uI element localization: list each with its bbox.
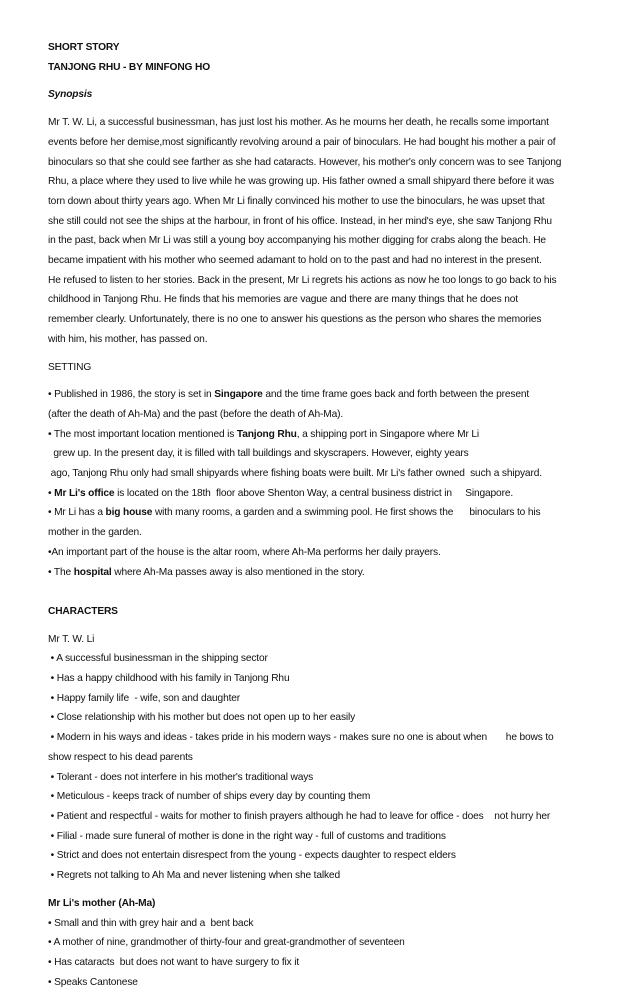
document-title: SHORT STORY <box>48 42 120 53</box>
synopsis-line: remember clearly. Unfortunately, there is no one to answer his questions as the person who shares the memories <box>48 314 542 326</box>
li-traits-list <box>48 649 616 885</box>
setting-bold-text: Singapore <box>214 389 263 401</box>
setting-text: • The most important location mentioned is <box>48 428 237 440</box>
setting-item: mother in the garden. <box>48 527 142 539</box>
setting-item: •An important part of the house is the altar room, where Ah-Ma performs her daily prayers. <box>48 546 441 558</box>
setting-text: • The <box>48 566 74 578</box>
synopsis-line: Rhu, a place where they used to live while he was growing up. His father owned a small shipyard there before it was <box>48 176 554 188</box>
character-name-mother: Mr Li's mother (Ah-Ma) <box>48 897 156 909</box>
setting-heading: SETTING <box>48 361 92 373</box>
setting-item: (after the death of Ah-Ma) and the past (before the death of Ah-Ma). <box>48 408 344 420</box>
synopsis-line: events before her demise,most significantly revolving around a pair of binoculars. He had bought his mother a pair of <box>48 136 556 148</box>
list-item: • Modern in his ways and ideas - takes pride in his modern ways - makes sure no one is about when he bows to <box>48 732 554 744</box>
synopsis-line: became impatient with his mother who seemed adamant to hold on to the past and had no interest in the present. <box>48 255 542 267</box>
setting-item <box>48 385 616 405</box>
setting-text: , a shipping port in Singapore where Mr Li <box>296 428 480 440</box>
setting-item: ago, Tanjong Rhu only had small shipyards where fishing boats were built. Mr Li's father owned such a shipyard. <box>48 468 542 480</box>
setting-item <box>48 484 616 504</box>
setting-text: • <box>48 487 55 499</box>
setting-item <box>48 503 616 523</box>
list-item: • Meticulous - keeps track of number of ships every day by counting them <box>48 791 371 803</box>
setting-list <box>48 385 616 582</box>
synopsis-line: with him, his mother, has passed on. <box>48 333 208 345</box>
list-item: • A mother of nine, grandmother of thirty-four and great-grandmother of seventeen <box>48 937 405 949</box>
setting-text: and the time frame goes back and forth between the present <box>262 389 530 401</box>
setting-item: grew up. In the present day, it is filled with tall buildings and skyscrapers. However, eighty years <box>48 448 469 460</box>
list-item: • Has cataracts but does not want to have surgery to fix it <box>48 956 300 968</box>
synopsis-line: childhood in Tanjong Rhu. He finds that his memories are vague and there are many things that he does not <box>48 294 518 306</box>
synopsis-line: binoculars so that she could see farther as she had cataracts. However, his mother's only concern was to see Tanjong <box>48 156 562 168</box>
setting-bold-text: Tanjong Rhu <box>236 428 297 440</box>
mother-traits-list <box>48 914 616 992</box>
character-name-li: Mr T. W. Li <box>48 633 95 645</box>
document-subtitle: TANJONG RHU - BY MINFONG HO <box>48 61 210 73</box>
setting-bold-text: Mr Li's office <box>54 487 115 499</box>
list-item: • Filial - made sure funeral of mother is done in the right way - full of customs and traditions <box>48 830 446 842</box>
list-item: • Small and thin with grey hair and a bent back <box>48 917 254 929</box>
setting-bold-text: big house <box>105 507 153 519</box>
setting-item <box>48 563 616 583</box>
list-item: show respect to his dead parents <box>48 751 193 763</box>
synopsis-line: she still could not see the ships at the harbour, in front of his office. Instead, in her mind's eye, she saw Tanjong Rhu <box>48 215 552 227</box>
list-item: • Speaks Cantonese <box>48 976 138 988</box>
synopsis-paragraph <box>48 113 616 349</box>
setting-text: is located on the 18th floor above Shenton Way, a central business district in Singapore. <box>114 487 514 499</box>
list-item: • A successful businessman in the shipping sector <box>48 653 268 665</box>
setting-text: with many rooms, a garden and a swimming pool. He first shows the binoculars to his <box>152 507 541 519</box>
setting-text: • Mr Li has a <box>48 507 106 519</box>
list-item: • Regrets not talking to Ah Ma and never listening when she talked <box>48 870 340 882</box>
list-item: • Patient and respectful - waits for mother to finish prayers although he had to leave for office - does not hurry her <box>48 811 551 822</box>
synopsis-line: torn down about thirty years ago. When Mr Li finally convinced his mother to use the binoculars, he was upset that <box>48 195 545 207</box>
list-item: • Strict and does not entertain disrespect from the young - expects daughter to respect elders <box>48 850 456 862</box>
list-item: • Close relationship with his mother but does not open up to her easily <box>48 712 356 724</box>
setting-text: where Ah-Ma passes away is also mentioned in the story. <box>111 566 365 578</box>
synopsis-line: in the past, back when Mr Li was still a young boy accompanying his mother digging for crabs along the beach. He <box>48 235 546 247</box>
synopsis-line: Mr T. W. Li, a successful businessman, has just lost his mother. As he mourns her death, he recalls some important <box>48 117 549 129</box>
setting-item <box>48 425 616 445</box>
setting-bold-text: hospital <box>73 566 112 578</box>
list-item: • Tolerant - does not interfere in his mother's traditional ways <box>48 771 314 783</box>
list-item: • Happy family life - wife, son and daughter <box>48 692 241 704</box>
list-item: • Has a happy childhood with his family in Tanjong Rhu <box>48 673 290 685</box>
characters-heading: CHARACTERS <box>48 605 118 617</box>
synopsis-heading: Synopsis <box>48 89 93 101</box>
setting-text: • Published in 1986, the story is set in <box>48 389 215 401</box>
synopsis-line: He refused to listen to her stories. Back in the present, Mr Li regrets his actions as now he too longs to go back to his <box>48 274 557 286</box>
